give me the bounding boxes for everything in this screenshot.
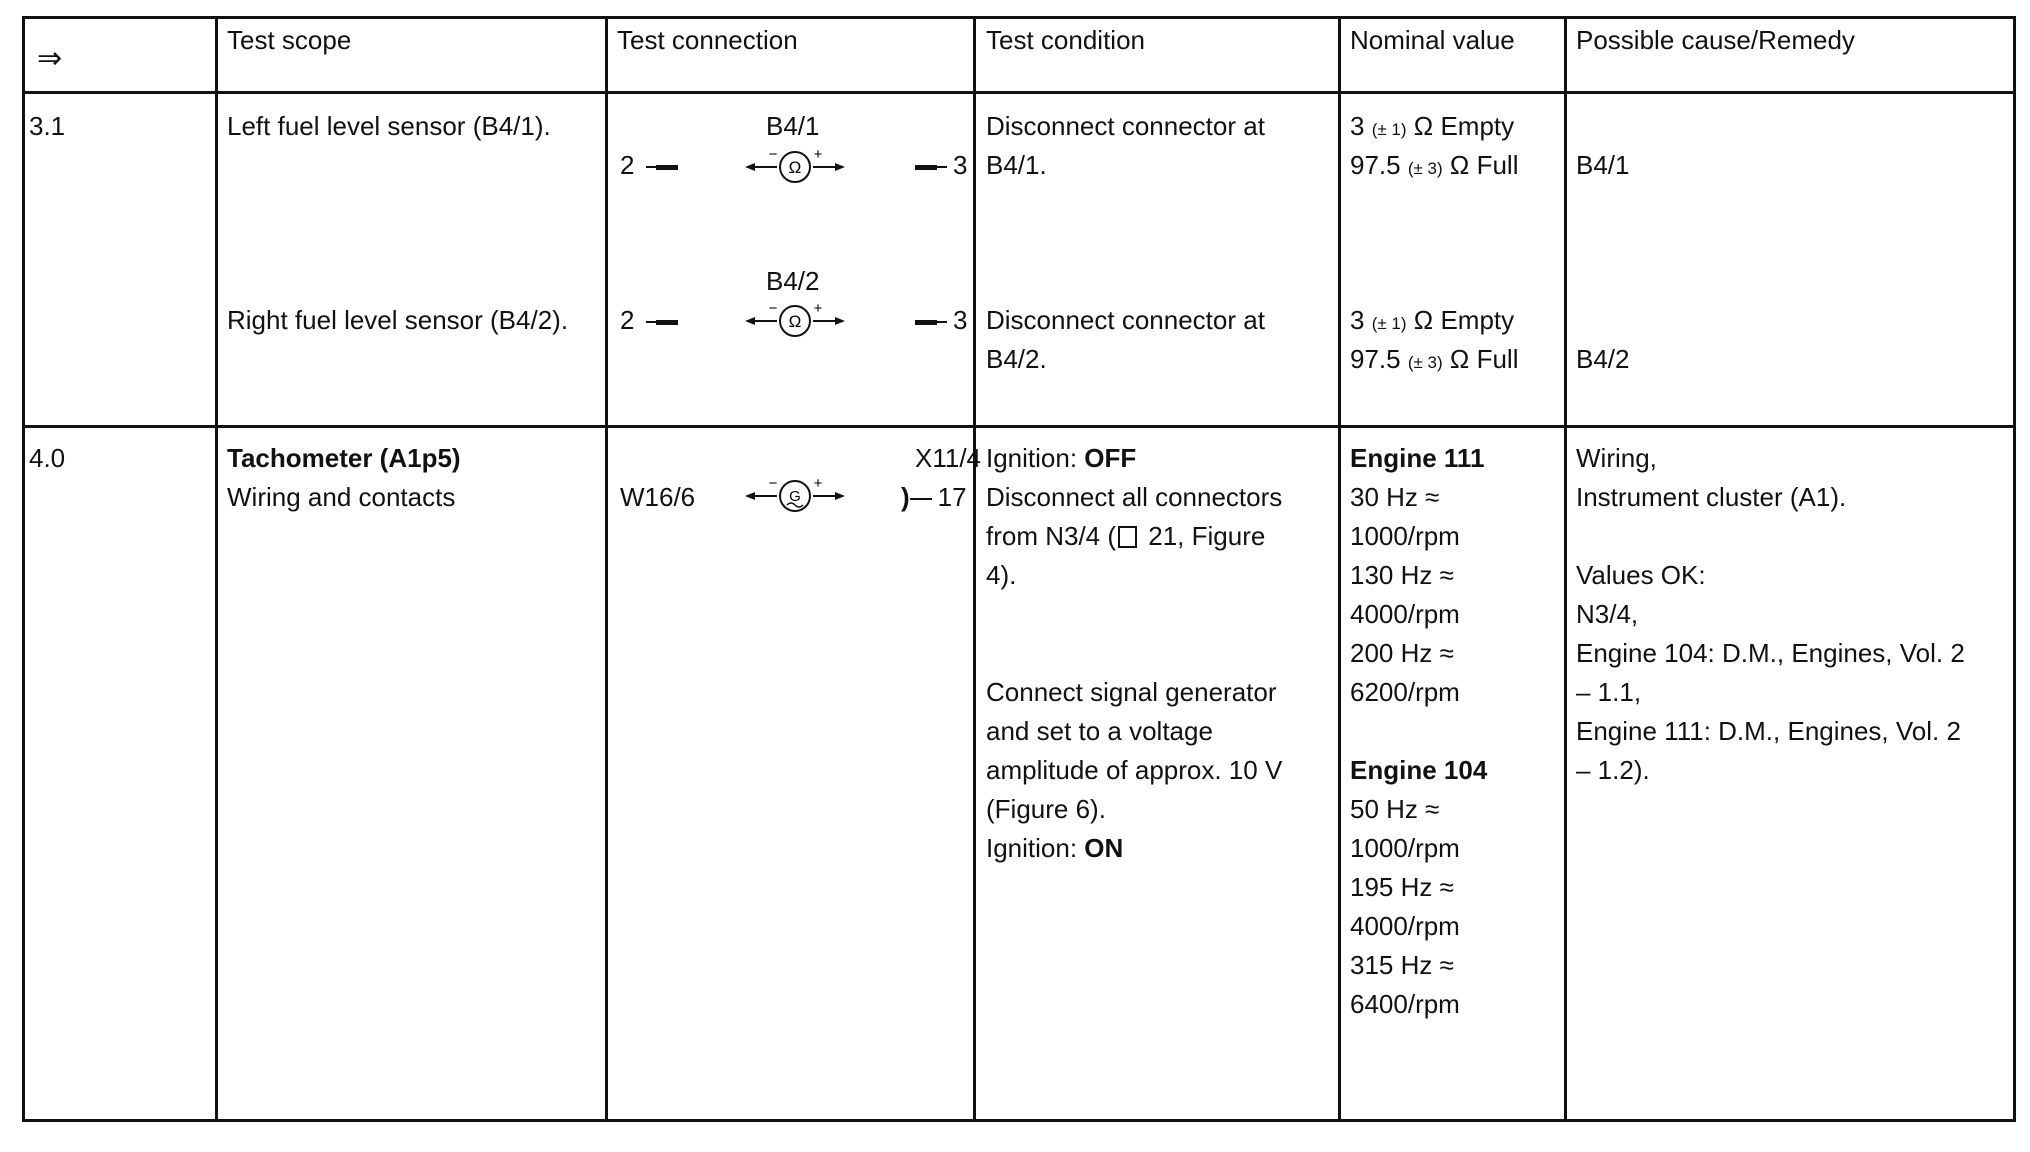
wire-icon	[910, 498, 932, 500]
connection-left-label: W16/6	[620, 482, 696, 512]
wire-icon	[646, 321, 656, 323]
svg-text:−: −	[768, 146, 778, 163]
connector-label: X11/4	[915, 443, 982, 473]
nominal-line: 1000/rpm	[1350, 833, 1460, 863]
nominal-line: 200 Hz ≈	[1350, 638, 1454, 668]
test-condition-line: and set to a voltage	[986, 716, 1213, 746]
remedy-line: Engine 104: D.M., Engines, Vol. 2	[1576, 638, 1965, 668]
pin-number: 3	[953, 150, 968, 180]
diagnostic-table	[22, 16, 2016, 1122]
plug-icon	[656, 320, 678, 325]
step-number: 4.0	[29, 443, 66, 473]
nominal-line: 315 Hz ≈	[1350, 950, 1454, 980]
connection-pin-left	[620, 146, 678, 185]
engine-heading: Engine 104	[1350, 755, 1488, 785]
test-scope-subtitle: Wiring and contacts	[227, 482, 456, 512]
connection-pin-right	[901, 478, 967, 517]
test-condition-line: Ignition: OFF	[986, 443, 1137, 473]
svg-text:−: −	[768, 300, 778, 317]
header-divider	[25, 91, 2013, 94]
header-test-scope: Test scope	[227, 25, 352, 55]
column-divider	[1564, 19, 1567, 1119]
remedy-line: N3/4,	[1576, 599, 1639, 629]
meter-symbol: Ω	[788, 158, 802, 177]
ohmmeter-icon	[745, 146, 845, 185]
nominal-line: 4000/rpm	[1350, 599, 1460, 629]
svg-text:−: −	[768, 475, 778, 492]
ohmmeter-icon	[745, 300, 845, 339]
remedy-line: Engine 111: D.M., Engines, Vol. 2	[1576, 716, 1961, 746]
engine-heading: Engine 111	[1350, 443, 1485, 473]
test-condition-line: Disconnect all connectors	[986, 482, 1283, 512]
column-divider	[1338, 19, 1341, 1119]
nominal-line: 30 Hz ≈	[1350, 482, 1440, 512]
remedy-line: – 1.1,	[1576, 677, 1642, 707]
nominal-line: 130 Hz ≈	[1350, 560, 1454, 590]
pin-number: 2	[620, 150, 635, 180]
test-scope-right-sensor: Right fuel level sensor (B4/2).	[227, 305, 569, 335]
remedy-line: – 1.2).	[1576, 755, 1650, 785]
test-condition-line: from N3/4 ( 21, Figure	[986, 521, 1266, 551]
nominal-line: 4000/rpm	[1350, 911, 1460, 941]
test-condition-line: Disconnect connector at	[986, 111, 1265, 141]
row-divider	[25, 425, 2013, 428]
remedy-text: B4/1	[1576, 150, 1630, 180]
wire-icon	[937, 166, 947, 168]
header-nominal-value: Nominal value	[1350, 25, 1515, 55]
nominal-empty: 3 (± 1) Ω Empty	[1350, 305, 1515, 335]
nominal-line: 195 Hz ≈	[1350, 872, 1454, 902]
signal-generator-icon	[745, 475, 845, 514]
column-divider	[973, 19, 976, 1119]
test-condition-line: B4/1.	[986, 150, 1047, 180]
column-divider	[605, 19, 608, 1119]
arrow-icon: ⇒	[37, 42, 63, 75]
pin-number: 17	[937, 482, 967, 512]
test-condition-line: Disconnect connector at	[986, 305, 1265, 335]
test-condition-line: B4/2.	[986, 344, 1047, 374]
svg-text:+: +	[813, 300, 823, 317]
remedy-text: B4/2	[1576, 344, 1630, 374]
svg-text:+: +	[813, 146, 823, 163]
component-label: B4/1	[766, 111, 820, 141]
remedy-line: Wiring,	[1576, 443, 1657, 473]
wire-icon	[937, 321, 947, 323]
test-condition-line: amplitude of approx. 10 V	[986, 755, 1283, 785]
svg-text:+: +	[813, 475, 823, 492]
connection-pin-right	[915, 301, 967, 340]
test-scope-left-sensor: Left fuel level sensor (B4/1).	[227, 111, 551, 141]
reference-box-icon	[1118, 526, 1137, 548]
nominal-line: 6400/rpm	[1350, 989, 1460, 1019]
pin-number: 3	[953, 305, 968, 335]
component-label: B4/2	[766, 266, 820, 296]
step-number: 3.1	[29, 111, 66, 141]
test-condition-line: Ignition: ON	[986, 833, 1124, 863]
header-possible-cause: Possible cause/Remedy	[1576, 25, 1855, 55]
nominal-line: 50 Hz ≈	[1350, 794, 1440, 824]
meter-symbol: Ω	[788, 312, 802, 331]
socket-icon: )	[901, 482, 910, 512]
plug-icon	[656, 165, 678, 170]
connection-pin-right	[915, 146, 967, 185]
plug-icon	[915, 320, 937, 325]
test-scope-title: Tachometer (A1p5)	[227, 443, 461, 473]
nominal-line: 6200/rpm	[1350, 677, 1460, 707]
pin-number: 2	[620, 305, 635, 335]
test-condition-line: Connect signal generator	[986, 677, 1277, 707]
wire-icon	[646, 166, 656, 168]
nominal-line: 1000/rpm	[1350, 521, 1460, 551]
header-test-connection: Test connection	[617, 25, 798, 55]
remedy-line: Instrument cluster (A1).	[1576, 482, 1847, 512]
connection-pin-left	[620, 301, 678, 340]
meter-symbol: G	[789, 488, 801, 505]
nominal-full: 97.5 (± 3) Ω Full	[1350, 344, 1519, 374]
test-condition-line: (Figure 6).	[986, 794, 1106, 824]
remedy-line: Values OK:	[1576, 560, 1706, 590]
nominal-full: 97.5 (± 3) Ω Full	[1350, 150, 1519, 180]
plug-icon	[915, 165, 937, 170]
header-test-condition: Test condition	[986, 25, 1145, 55]
column-divider	[215, 19, 218, 1119]
test-condition-line: 4).	[986, 560, 1017, 590]
nominal-empty: 3 (± 1) Ω Empty	[1350, 111, 1515, 141]
